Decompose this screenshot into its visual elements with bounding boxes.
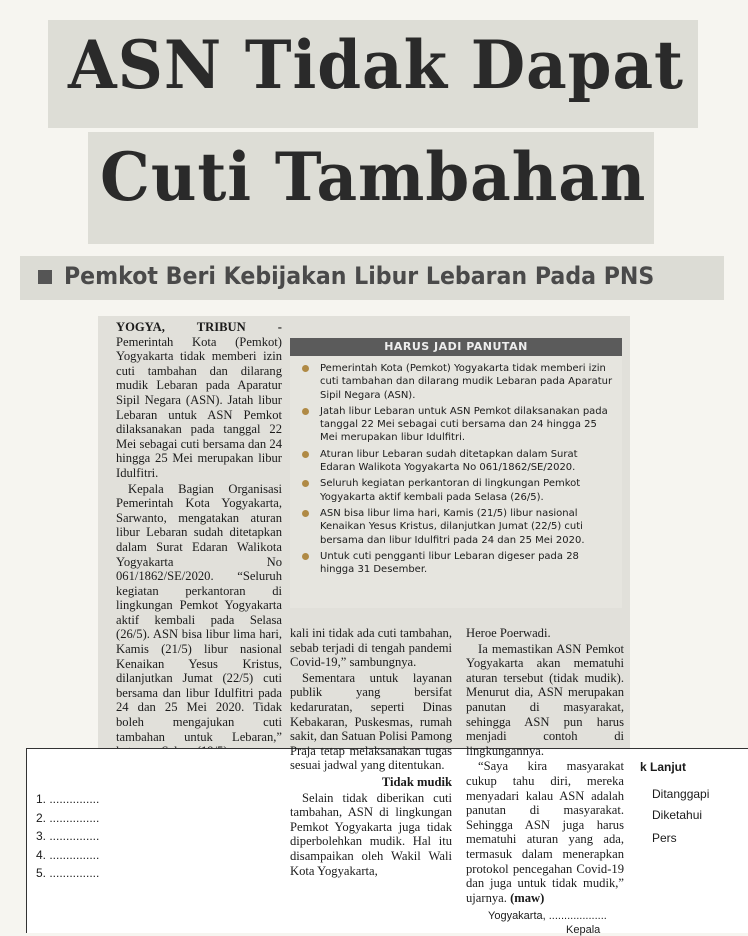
form-number-list [36,790,99,883]
headline-line-2: Cuti Tambahan [100,138,647,216]
bullet-dot-icon [302,365,309,372]
bullet-dot-icon [302,480,309,487]
bullet-dot-icon [302,451,309,458]
paragraph [466,759,624,905]
paragraph-text: “Saya kira masyarakat cukup tahu diri, mereka menyadari kalau ASN adalah panutan di masyarakat. Sehingga ASN juga harus mematuhi aturan yang ada, termasuk dalam menerapkan protokol pencegahan Covid-19 dan juga untuk tidak mudik,” ujarnya. [466,759,624,905]
sidebox-harus-jadi-panutan [290,338,622,608]
headline-line-1: ASN Tidak Dapat [68,26,684,104]
paragraph: Ia memastikan ASN Pemkot Yogyakarta akan mematuhi aturan tersebut (tidak mudik). Menurut dia, ASN merupakan panutan di masyarakat, sehingga ASN pun harus menjadi contoh di lingkungannya. [466,641,624,758]
form-signatory: Kepala [566,924,601,936]
form-option: Pers [652,831,677,845]
form-line: 5. ............... [36,866,100,880]
sidebox-item-text: Seluruh kegiatan perkantoran di lingkungan Pemkot Yogyakarta aktif kembali pada Selasa (26/5). [320,478,581,503]
form-line: 2. ............... [36,810,100,825]
paragraph: Heroe Poerwadi. [466,626,551,640]
form-line: 3. ............... [36,829,100,843]
form-option: Ditanggapi [652,787,710,801]
form-followup-title: k Lanjut [640,760,687,774]
sidebox-item-text: Pemerintah Kota (Pemkot) Yogyakarta tidak memberi izin cuti tambahan dan dilarang mudik Lebaran pada Aparatur Sipil Negara (ASN). [320,363,613,401]
form-option: Diketahui [652,808,703,822]
square-bullet-icon [38,270,52,284]
sidebox-item [300,550,614,577]
form-line: 4. ............... [36,847,100,862]
paragraph: kali ini tidak ada cuti tambahan, sebab terjadi di tengah pandemi Covid-19,” sambungnya. [290,626,452,670]
article-column-2 [290,626,452,879]
bullet-dot-icon [302,408,309,415]
paragraph: Sementara untuk layanan publik yang bersifat kedaruratan, seperti Dinas Kebakaran, Puskesmas, rumah sakit, dan Satuan Polisi Pamong Praja tetap melaksanakan tugas sesuai jadwal yang ditentukan. [290,670,452,773]
sidebox-item-text: Aturan libur Lebaran sudah ditetapkan dalam Surat Edaran Walikota Yogyakarta No 061/1862/SE/2020. [320,448,578,474]
bullet-dot-icon [302,553,309,560]
sidebox-item-text: ASN bisa libur lima hari, Kamis (21/5) libur nasional Kenaikan Yesus Kristus, dilanjutkan Jumat (22/5) cuti bersama dan libur Idulfitri pada 24 dan 25 Mei 2020. [320,507,585,546]
subheading: Pemkot Beri Kebijakan Libur Lebaran Pada PNS [64,262,655,290]
paragraph: Pemerintah Kota (Pemkot) Yogyakarta tidak memberi izin cuti tambahan dan dilarang mudik Lebaran pada Aparatur Sipil Negara (ASN). Jatah libur Lebaran untuk ASN Pemkot dilaksanakan pada tanggal 22 Mei sebagai cuti bersama dan 24 hingga 25 Mei merupakan libur Idulfitri. [116,334,282,480]
section-subhead: Tidak mudik [381,774,452,789]
bullet-dot-icon [302,510,309,517]
sidebox-item [300,477,614,504]
sidebox-list [290,362,622,576]
dateline: YOGYA, TRIBUN - [116,320,282,334]
form-line: 1. ............... [36,792,100,806]
paragraph: Selain tidak diberikan cuti tambahan, ASN di lingkungan Pemkot Yogyakarta juga tidak diperbolehkan mudik. Hal itu disampaikan oleh Wakil Wali Kota Yogyakarta, [290,790,452,878]
sidebox-item-text: Jatah libur Lebaran untuk ASN Pemkot dilaksanakan pada tanggal 22 Mei sebagai cuti bersama dan 24 hingga 25 Mei merupakan libur Idulfitri. [320,405,608,444]
sidebox-item [300,448,614,475]
form-place-date: Yogyakarta, ................... [488,910,607,922]
sidebox-item [300,405,614,445]
byline: (maw) [510,890,545,905]
sidebox-item-text: Untuk cuti pengganti libur Lebaran digeser pada 28 hingga 31 Desember. [320,550,579,576]
sidebox-item [300,507,614,547]
article-column-3 [466,626,624,906]
sidebox-item [300,362,614,402]
paragraph: Kepala Bagian Organisasi Pemerintah Kota Yogyakarta, Sarwanto, mengatakan aturan libur Lebaran sudah ditetapkan dalam Surat Edaran Walikota Yogyakarta No 061/1862/SE/2020. “Seluruh kegiatan perkantoran di lingkungan Pemkot Yogyakarta aktif kembali pada Selasa (26/5). ASN bisa libur lima hari, Kamis (21/5) libur nasional Kenaikan Yesus Kristus, dilanjutkan Jumat (22/5) cuti bersama dan libur Idulfitri pada 24 dan 25 Mei 2020. Tidak boleh mengajukan cuti tambahan untuk Lebaran,” [116,481,282,744]
sidebox-title: HARUS JADI PANUTAN [290,338,622,356]
form-followup [640,754,709,852]
lead-paragraph [116,320,282,481]
